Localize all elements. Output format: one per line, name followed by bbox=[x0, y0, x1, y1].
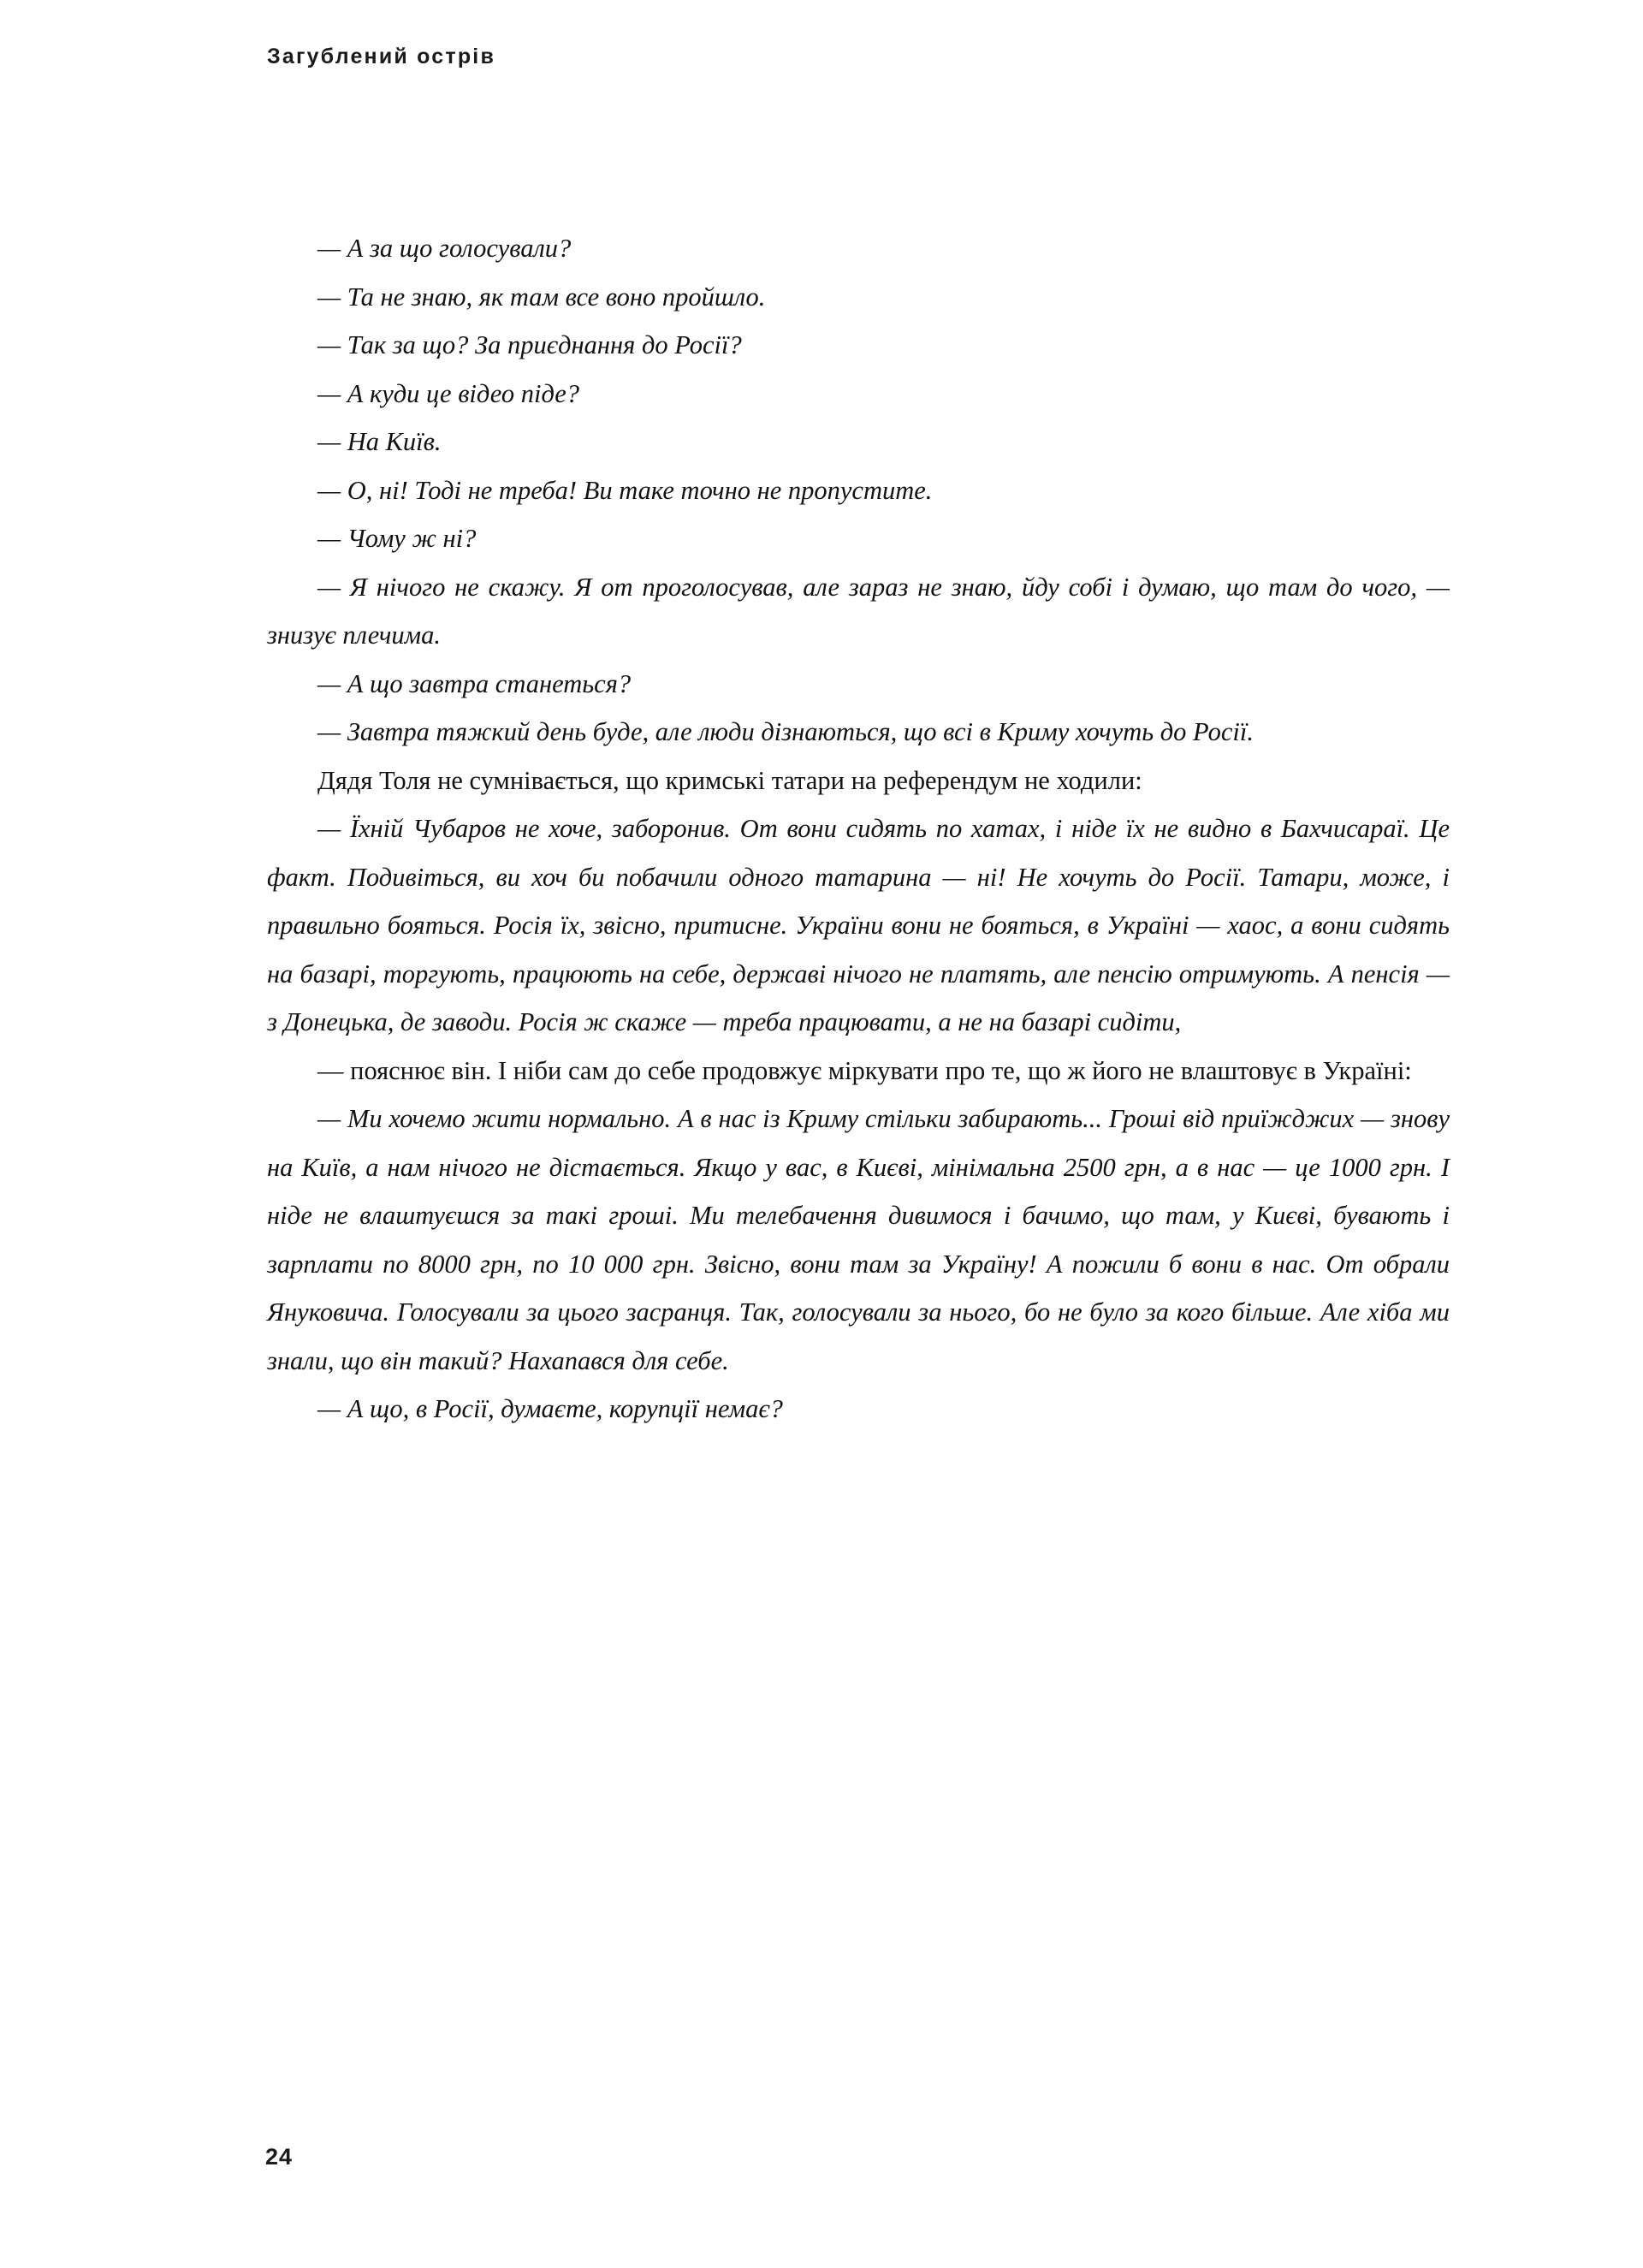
paragraph: — А за що голосували? bbox=[317, 234, 572, 263]
paragraph: Дядя Толя не сумнівається, що кримські татари на референдум не ходили: bbox=[317, 765, 1142, 795]
paragraph: — Завтра тяжкий день буде, але люди дізнаються, що всі в Криму хочуть до Росії. bbox=[317, 717, 1254, 746]
paragraph: — О, ні! Тоді не треба! Ви таке точно не пропустите. bbox=[317, 475, 933, 505]
body-text-block bbox=[267, 224, 1450, 1434]
paragraph: — А що, в Росії, думаєте, корупції немає? bbox=[317, 1394, 783, 1423]
paragraph: — На Київ. bbox=[317, 427, 442, 456]
paragraph: — Так за що? За приєднання до Росії? bbox=[317, 330, 742, 359]
paragraph: — Я нічого не скажу. Я от проголосував, але зараз не знаю, йду собі і думаю, що там до чого, — знизує плечима. bbox=[267, 572, 1450, 650]
paragraph: — А що завтра станеться? bbox=[317, 668, 632, 698]
paragraph: — Чому ж ні? bbox=[317, 524, 477, 553]
paragraph: — Їхній Чубаров не хоче, заборонив. От вони сидять по хатах, і ніде їх не видно в Бахчисараї. Це факт. Подивіться, ви хоч би побачили одного татарина — ні! Не хочуть до Росії. Татари, може, і правильно бояться. Росія їх, звісно, притисне. України вони не бояться, в Україні — хаос, а вони сидять на базарі, торгують, працюють на себе, державі нічого не платять, але пенсію отримують. А пенсія — з Донецька, де заводи. Росія ж скаже — треба працювати, а не на базарі сидіти, bbox=[267, 814, 1450, 1036]
paragraph: — Та не знаю, як там все воно пройшло. bbox=[317, 282, 766, 312]
running-header: Загублений острів bbox=[267, 45, 496, 68]
paragraph: — Ми хочемо жити нормально. А в нас із Криму стільки забирають... Гроші від приїжджих — знову на Київ, а нам нічого не дістається. Якщо у вас, в Києві, мінімальна 2500 грн, а в нас — це 1000 грн. І ніде не влаштуєшся за такі гроші. Ми телебачення дивимося і бачимо, що там, у Києві, бувають і зарплати по 8000 грн, по 10 000 грн. Звісно, вони там за Україну! А пожили б вони в нас. От обрали Януковича. Голосували за цього засранця. Так, голосували за нього, бо не було за кого більше. Але хіба ми знали, що він такий? Нахапався для себе. bbox=[267, 1104, 1450, 1375]
paragraph: — А куди це відео піде? bbox=[317, 378, 580, 408]
page-number: 24 bbox=[265, 2144, 294, 2170]
paragraph: — пояснює він. І ніби сам до себе продовжує міркувати про те, що ж його не влаштовує в Україні: bbox=[317, 1055, 1412, 1085]
